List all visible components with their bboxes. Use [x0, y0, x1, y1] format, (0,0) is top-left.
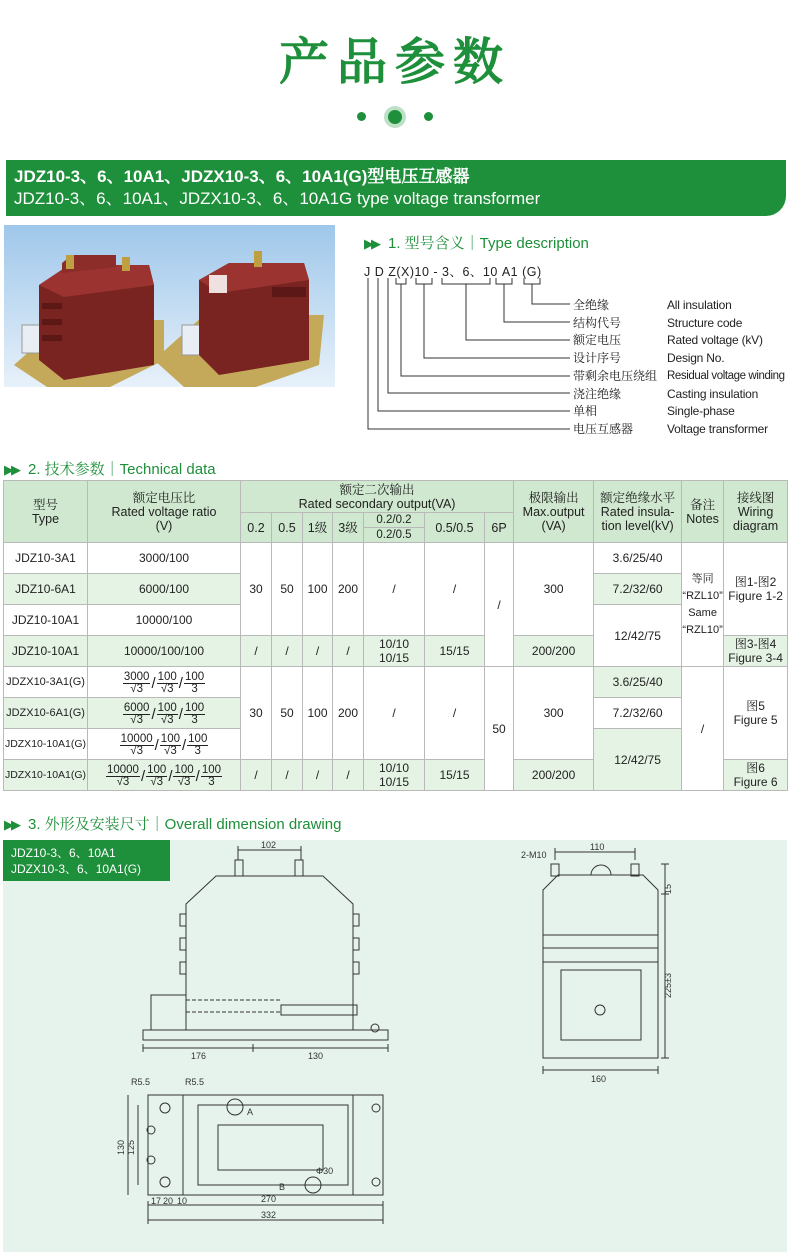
- drawing-model-label: [3, 840, 170, 881]
- cell-type: JDZ10-3A1: [4, 543, 88, 574]
- type-desc-cn: 设计序号: [573, 351, 622, 366]
- sub-header: 0.2/0.5: [364, 528, 425, 543]
- dim-label: 332: [261, 1210, 277, 1220]
- cell: /: [303, 636, 333, 667]
- type-desc-en: Structure code: [667, 315, 743, 330]
- type-desc-cn: 全绝缘: [573, 298, 610, 312]
- cell: 200: [333, 543, 364, 636]
- cell-type: JDZX10-6A1(G): [4, 698, 88, 729]
- cell: /: [303, 760, 333, 791]
- product-photo: [4, 225, 335, 387]
- transformer-photo-illustration: [4, 225, 335, 387]
- dim-label: 102: [261, 840, 277, 850]
- technical-data-table: [3, 480, 788, 791]
- section-dimension-drawing: [4, 813, 341, 834]
- cell-max: 300: [514, 667, 594, 760]
- double-arrow-icon: ▶▶: [364, 236, 378, 251]
- double-arrow-icon: ▶▶: [4, 462, 18, 477]
- dim-label: R5.5: [131, 1077, 151, 1087]
- cell: 100: [303, 543, 333, 636]
- cell: 30: [241, 667, 272, 760]
- cell: 10/10 10/15: [364, 760, 425, 791]
- dim-label: R5.5: [185, 1077, 205, 1087]
- cell-wiring: 图1-图2 Figure 1-2: [724, 543, 788, 636]
- type-desc-en: Design No.: [667, 351, 725, 366]
- cell-type: JDZ10-10A1: [4, 605, 88, 636]
- type-desc-cn-list: [573, 297, 657, 439]
- product-banner: [6, 160, 786, 216]
- cell-wiring: 图3-图4 Figure 3-4: [724, 636, 788, 667]
- cell-notes: 等同 “RZL10” Same “RZL10”: [682, 543, 724, 667]
- header-max-output: 极限输出 Max.output (VA): [514, 481, 594, 543]
- banner-title-en: JDZ10-3、6、10A1、JDZX10-3、6、10A1G type voltage transformer: [14, 189, 541, 208]
- dim-label: 110: [590, 842, 605, 852]
- header-ratio: 额定电压比 Rated voltage ratio (V): [88, 481, 241, 543]
- type-desc-en: All insulation: [667, 298, 732, 312]
- section-technical-data: [4, 458, 216, 479]
- type-desc-cn: 带剩余电压绕组: [573, 368, 658, 383]
- dim-label: 10: [177, 1196, 188, 1206]
- type-desc-cn: 单相: [573, 404, 598, 419]
- cell-type: JDZX10-10A1(G): [4, 729, 88, 760]
- cell: /: [364, 543, 425, 636]
- cell-ins: 3.6/25/40: [594, 543, 682, 574]
- header-notes: 备注 Notes: [682, 481, 724, 543]
- drawing-label-line: JDZ10-3、6、10A1: [11, 846, 116, 860]
- dot-icon: [357, 112, 366, 121]
- cell-ratio: 3000/100: [88, 543, 241, 574]
- cell-ins: 12/42/75: [594, 729, 682, 791]
- cell-ratio-frac: $\frac{3000}{√3}$ / $\frac{100}{√3}$ / $\frac{100}{3}$: [88, 667, 241, 698]
- dot-icon: [388, 110, 402, 124]
- type-desc-en-list: [667, 297, 785, 439]
- dot-icon: [424, 112, 433, 121]
- type-desc-cn: 结构代号: [573, 315, 622, 330]
- type-desc-cn: 浇注绝缘: [573, 386, 622, 401]
- cell: 50: [272, 667, 303, 760]
- dim-label: 2-M10: [521, 850, 547, 860]
- dim-label: 125: [126, 1139, 136, 1155]
- type-desc-en: Voltage transformer: [667, 421, 768, 436]
- cell: /: [485, 543, 514, 667]
- type-desc-en: Single-phase: [667, 404, 735, 419]
- sub-header: 0.5/0.5: [425, 513, 485, 543]
- cell: 50: [272, 543, 303, 636]
- cell-ratio-frac: $\frac{6000}{√3}$ / $\frac{100}{√3}$ / $\frac{100}{3}$: [88, 698, 241, 729]
- header-type: 型号 Type: [4, 481, 88, 543]
- banner-title-cn: JDZ10-3、6、10A1、JDZX10-3、6、10A1(G)型电压互感器: [14, 167, 470, 186]
- cell-ratio-frac: $\frac{10000}{√3}$ / $\frac{100}{√3}$ / $\frac{100}{3}$: [88, 729, 241, 760]
- cell-ins: 12/42/75: [594, 605, 682, 667]
- dim-label: 160: [591, 1074, 607, 1084]
- dimension-drawing: [3, 840, 787, 1252]
- cell: /: [272, 636, 303, 667]
- drawing-label-line: JDZX10-3、6、10A1(G): [11, 862, 142, 876]
- cell-type: JDZ10-10A1: [4, 636, 88, 667]
- model-code: J D Z(X)10 - 3、6、10 A1 (G): [364, 265, 542, 279]
- cell-max: 200/200: [514, 760, 594, 791]
- page-title: 产品参数: [279, 33, 511, 91]
- cell-wiring: 图5 Figure 5: [724, 667, 788, 760]
- cell-max: 300: [514, 543, 594, 636]
- double-arrow-icon: ▶▶: [4, 817, 18, 832]
- dim-label: 176: [191, 1051, 207, 1061]
- type-desc-cn: 额定电压: [573, 333, 622, 348]
- cell: /: [272, 760, 303, 791]
- dimension-drawing-svg: [3, 840, 787, 1252]
- section-title: 2. 技术参数｜Technical data: [28, 461, 216, 478]
- dim-label: Φ30: [316, 1166, 334, 1176]
- cell-wiring: 图6 Figure 6: [724, 760, 788, 791]
- cell: /: [425, 543, 485, 636]
- cell: 30: [241, 543, 272, 636]
- dim-label: 130: [308, 1051, 324, 1061]
- cell-ins: 7.2/32/60: [594, 574, 682, 605]
- cell: 10/10 10/15: [364, 636, 425, 667]
- cell-ins: 3.6/25/40: [594, 667, 682, 698]
- sub-header: 0.5: [272, 513, 303, 543]
- section-type-description: [364, 232, 589, 253]
- cell-type: JDZX10-3A1(G): [4, 667, 88, 698]
- section-title: 3. 外形及安装尺寸｜Overall dimension drawing: [28, 816, 342, 833]
- dim-label: A: [247, 1107, 254, 1117]
- cell-notes: /: [682, 667, 724, 791]
- dim-label: 225±3: [663, 973, 673, 998]
- dim-label: B: [279, 1182, 286, 1192]
- sub-header: 3级: [333, 513, 364, 543]
- cell: 200: [333, 667, 364, 760]
- cell: /: [333, 636, 364, 667]
- title-dots: [0, 108, 790, 126]
- cell-type: JDZX10-10A1(G): [4, 760, 88, 791]
- header-secondary-output: 额定二次输出 Rated secondary output(VA): [241, 481, 514, 513]
- type-desc-cn: 电压互感器: [573, 421, 634, 436]
- type-desc-en: Casting insulation: [667, 386, 759, 401]
- cell-ratio: 10000/100: [88, 605, 241, 636]
- type-desc-en: Rated voltage (kV): [667, 333, 763, 348]
- dim-label: 270: [261, 1194, 277, 1204]
- cell-ratio: 6000/100: [88, 574, 241, 605]
- header-wiring: 接线图 Wiring diagram: [724, 481, 788, 543]
- cell: /: [364, 667, 425, 760]
- header-insulation: 额定绝缘水平 Rated insula- tion level(kV): [594, 481, 682, 543]
- cell-ins: 7.2/32/60: [594, 698, 682, 729]
- type-desc-en: Residual voltage winding: [667, 369, 785, 382]
- cell-ratio: 10000/100/100: [88, 636, 241, 667]
- sub-header: 1级: [303, 513, 333, 543]
- cell-type: JDZ10-6A1: [4, 574, 88, 605]
- dim-label: 130: [116, 1139, 126, 1155]
- cell: /: [425, 667, 485, 760]
- dim-label: 20: [163, 1196, 174, 1206]
- cell: 100: [303, 667, 333, 760]
- cell-max: 200/200: [514, 636, 594, 667]
- model-code-leader-lines: [360, 276, 580, 436]
- sub-header: 6P: [485, 513, 514, 543]
- dim-label: 17: [151, 1196, 162, 1206]
- dim-label: 15: [663, 883, 673, 894]
- section-title: 1. 型号含义｜Type description: [388, 235, 589, 252]
- cell: /: [241, 636, 272, 667]
- cell: 50: [485, 667, 514, 791]
- sub-header: 0.2: [241, 513, 272, 543]
- cell: 15/15: [425, 636, 485, 667]
- cell: /: [333, 760, 364, 791]
- cell: 15/15: [425, 760, 485, 791]
- sub-header: 0.2/0.2: [364, 513, 425, 528]
- cell-ratio-frac: $\frac{10000}{√3}$ / $\frac{100}{√3}$ / $\frac{100}{√3}$ / $\frac{100}{3}$: [88, 760, 241, 791]
- cell: /: [241, 760, 272, 791]
